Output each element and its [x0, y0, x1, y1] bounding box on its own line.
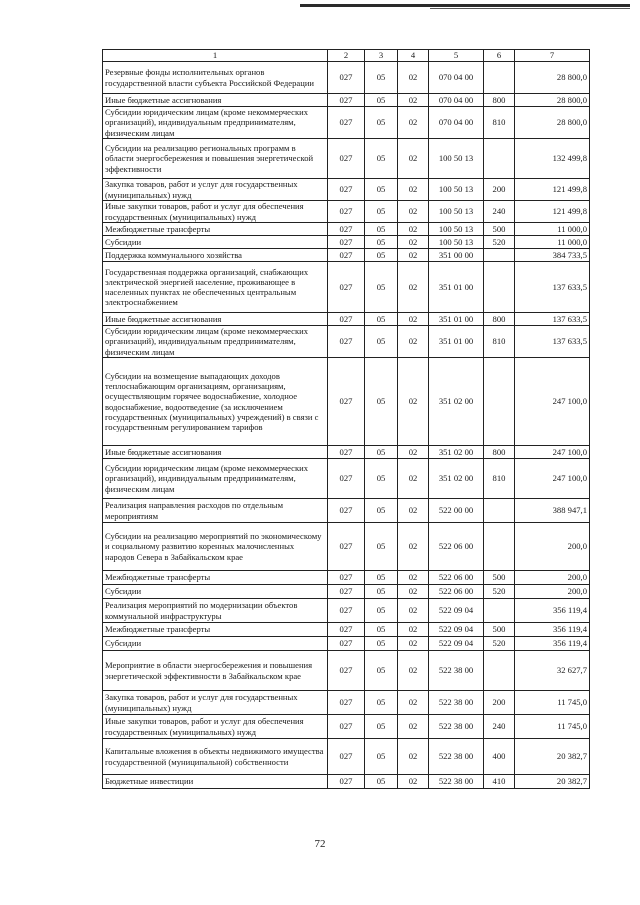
cell-subsection: 02: [398, 651, 429, 691]
cell-section: 05: [365, 326, 398, 358]
table-row: [103, 637, 590, 651]
cell-amount: 137 633,5: [515, 313, 590, 326]
cell-subsection: 02: [398, 585, 429, 599]
cell-type: 810: [484, 459, 515, 499]
cell-target: 522 38 00: [429, 691, 484, 715]
cell-type: 800: [484, 94, 515, 107]
cell-section: 05: [365, 499, 398, 523]
row-name: Резервные фонды исполнительных органов государственной власти субъекта Российской Федерации: [103, 62, 328, 94]
column-header: 2: [328, 50, 365, 62]
table-row: [103, 249, 590, 262]
row-name: Субсидии: [103, 585, 328, 599]
cell-type: 810: [484, 107, 515, 139]
header-row: [103, 50, 590, 62]
cell-section: 05: [365, 107, 398, 139]
cell-admin: 027: [328, 637, 365, 651]
column-header: 5: [429, 50, 484, 62]
cell-type: 810: [484, 326, 515, 358]
cell-amount: 11 745,0: [515, 715, 590, 739]
column-header: 1: [103, 50, 328, 62]
cell-section: 05: [365, 599, 398, 623]
cell-subsection: 02: [398, 201, 429, 223]
row-name: Мероприятие в области энергосбережения и повышения энергетической эффективности в Забайкальском крае: [103, 651, 328, 691]
cell-amount: 388 947,1: [515, 499, 590, 523]
cell-amount: 28 800,0: [515, 62, 590, 94]
cell-admin: 027: [328, 585, 365, 599]
cell-target: 522 38 00: [429, 651, 484, 691]
table-row: [103, 94, 590, 107]
cell-admin: 027: [328, 107, 365, 139]
cell-subsection: 02: [398, 715, 429, 739]
cell-section: 05: [365, 313, 398, 326]
row-name: Иные бюджетные ассигнования: [103, 94, 328, 107]
table-row: [103, 236, 590, 249]
row-name: Поддержка коммунального хозяйства: [103, 249, 328, 262]
row-name: Межбюджетные трансферты: [103, 571, 328, 585]
cell-type: 520: [484, 585, 515, 599]
cell-type: [484, 651, 515, 691]
cell-target: 351 02 00: [429, 358, 484, 446]
row-name: Субсидии юридическим лицам (кроме некоммерческих организаций), индивидуальным предпринимателям, физическим лицам: [103, 459, 328, 499]
cell-section: 05: [365, 651, 398, 691]
cell-type: 500: [484, 623, 515, 637]
cell-amount: 28 800,0: [515, 94, 590, 107]
cell-section: 05: [365, 691, 398, 715]
cell-admin: 027: [328, 599, 365, 623]
cell-target: 351 02 00: [429, 459, 484, 499]
row-name: Субсидии юридическим лицам (кроме некоммерческих организаций), индивидуальным предпринимателям, физическим лицам: [103, 107, 328, 139]
row-name: Субсидии юридическим лицам (кроме некоммерческих организаций), индивидуальным предпринимателям, физическим лицам: [103, 326, 328, 358]
table-row: [103, 651, 590, 691]
row-name: Межбюджетные трансферты: [103, 623, 328, 637]
cell-admin: 027: [328, 326, 365, 358]
cell-target: 070 04 00: [429, 94, 484, 107]
cell-type: 400: [484, 739, 515, 775]
cell-section: 05: [365, 139, 398, 179]
cell-target: 522 09 04: [429, 637, 484, 651]
cell-type: 240: [484, 715, 515, 739]
cell-amount: 28 800,0: [515, 107, 590, 139]
cell-amount: 137 633,5: [515, 326, 590, 358]
table-row: [103, 459, 590, 499]
cell-subsection: 02: [398, 313, 429, 326]
cell-target: 522 06 00: [429, 585, 484, 599]
cell-target: 522 38 00: [429, 715, 484, 739]
cell-subsection: 02: [398, 326, 429, 358]
cell-section: 05: [365, 739, 398, 775]
cell-subsection: 02: [398, 249, 429, 262]
cell-admin: 027: [328, 739, 365, 775]
cell-type: [484, 358, 515, 446]
cell-type: 410: [484, 775, 515, 789]
cell-type: 200: [484, 691, 515, 715]
table-row: [103, 523, 590, 571]
cell-type: 800: [484, 446, 515, 459]
cell-admin: 027: [328, 249, 365, 262]
cell-section: 05: [365, 459, 398, 499]
cell-subsection: 02: [398, 599, 429, 623]
cell-target: 100 50 13: [429, 223, 484, 236]
cell-subsection: 02: [398, 236, 429, 249]
cell-target: 100 50 13: [429, 201, 484, 223]
column-header: 6: [484, 50, 515, 62]
cell-admin: 027: [328, 651, 365, 691]
cell-admin: 027: [328, 223, 365, 236]
cell-type: [484, 262, 515, 313]
cell-target: 070 04 00: [429, 107, 484, 139]
cell-subsection: 02: [398, 775, 429, 789]
cell-type: 800: [484, 313, 515, 326]
table-row: [103, 739, 590, 775]
cell-section: 05: [365, 623, 398, 637]
cell-target: 100 50 13: [429, 236, 484, 249]
cell-section: 05: [365, 775, 398, 789]
cell-section: 05: [365, 571, 398, 585]
column-header: 4: [398, 50, 429, 62]
cell-amount: 11 745,0: [515, 691, 590, 715]
cell-admin: 027: [328, 358, 365, 446]
table-row: [103, 446, 590, 459]
cell-type: [484, 499, 515, 523]
cell-target: 351 02 00: [429, 446, 484, 459]
cell-amount: 11 000,0: [515, 223, 590, 236]
cell-subsection: 02: [398, 571, 429, 585]
cell-type: 500: [484, 571, 515, 585]
row-name: Реализация мероприятий по модернизации объектов коммунальной инфраструктуры: [103, 599, 328, 623]
cell-subsection: 02: [398, 691, 429, 715]
cell-amount: 356 119,4: [515, 599, 590, 623]
table-row: [103, 326, 590, 358]
cell-admin: 027: [328, 236, 365, 249]
cell-target: 351 01 00: [429, 326, 484, 358]
cell-target: 522 38 00: [429, 775, 484, 789]
cell-amount: 132 499,8: [515, 139, 590, 179]
cell-subsection: 02: [398, 739, 429, 775]
cell-admin: 027: [328, 571, 365, 585]
column-header: 3: [365, 50, 398, 62]
cell-type: [484, 62, 515, 94]
cell-type: [484, 523, 515, 571]
table-row: [103, 179, 590, 201]
cell-amount: 356 119,4: [515, 637, 590, 651]
cell-amount: 247 100,0: [515, 358, 590, 446]
cell-amount: 247 100,0: [515, 459, 590, 499]
cell-type: 240: [484, 201, 515, 223]
cell-type: 500: [484, 223, 515, 236]
table-row: [103, 62, 590, 94]
cell-admin: 027: [328, 623, 365, 637]
table-row: [103, 623, 590, 637]
cell-target: 522 06 00: [429, 571, 484, 585]
cell-target: 351 01 00: [429, 313, 484, 326]
row-name: Капитальные вложения в объекты недвижимого имущества государственной (муниципальной) собственности: [103, 739, 328, 775]
cell-amount: 384 733,5: [515, 249, 590, 262]
cell-section: 05: [365, 201, 398, 223]
cell-type: 200: [484, 179, 515, 201]
cell-subsection: 02: [398, 446, 429, 459]
header-rule-thin: [430, 8, 630, 9]
budget-table: [102, 49, 590, 789]
cell-admin: 027: [328, 446, 365, 459]
row-name: Закупка товаров, работ и услуг для государственных (муниципальных) нужд: [103, 179, 328, 201]
row-name: Субсидии: [103, 236, 328, 249]
table-row: [103, 599, 590, 623]
cell-type: [484, 599, 515, 623]
table-row: [103, 499, 590, 523]
cell-amount: 121 499,8: [515, 201, 590, 223]
cell-admin: 027: [328, 179, 365, 201]
table-row: [103, 691, 590, 715]
cell-admin: 027: [328, 62, 365, 94]
row-name: Иные бюджетные ассигнования: [103, 313, 328, 326]
cell-amount: 200,0: [515, 585, 590, 599]
cell-section: 05: [365, 236, 398, 249]
cell-target: 100 50 13: [429, 139, 484, 179]
cell-section: 05: [365, 358, 398, 446]
row-name: Иные закупки товаров, работ и услуг для обеспечения государственных (муниципальных) нужд: [103, 715, 328, 739]
page-number: 72: [314, 838, 326, 850]
cell-section: 05: [365, 262, 398, 313]
cell-amount: 20 382,7: [515, 739, 590, 775]
cell-amount: 200,0: [515, 523, 590, 571]
row-name: Иные закупки товаров, работ и услуг для обеспечения государственных (муниципальных) нужд: [103, 201, 328, 223]
cell-subsection: 02: [398, 139, 429, 179]
cell-subsection: 02: [398, 223, 429, 236]
cell-section: 05: [365, 523, 398, 571]
table-row: [103, 775, 590, 789]
row-name: Закупка товаров, работ и услуг для государственных (муниципальных) нужд: [103, 691, 328, 715]
row-name: Иные бюджетные ассигнования: [103, 446, 328, 459]
cell-admin: 027: [328, 691, 365, 715]
row-name: Субсидии на реализацию региональных программ в области энергосбережения и повышения энергетической эффективности: [103, 139, 328, 179]
table-row: [103, 107, 590, 139]
cell-section: 05: [365, 179, 398, 201]
table-row: [103, 139, 590, 179]
cell-type: [484, 249, 515, 262]
cell-target: 351 01 00: [429, 262, 484, 313]
cell-amount: 11 000,0: [515, 236, 590, 249]
row-name: Бюджетные инвестиции: [103, 775, 328, 789]
cell-subsection: 02: [398, 623, 429, 637]
cell-amount: 200,0: [515, 571, 590, 585]
table-row: [103, 313, 590, 326]
cell-subsection: 02: [398, 459, 429, 499]
cell-target: 522 38 00: [429, 739, 484, 775]
table-row: [103, 358, 590, 446]
cell-target: 351 00 00: [429, 249, 484, 262]
cell-target: 522 06 00: [429, 523, 484, 571]
cell-section: 05: [365, 223, 398, 236]
cell-subsection: 02: [398, 179, 429, 201]
cell-admin: 027: [328, 94, 365, 107]
cell-admin: 027: [328, 262, 365, 313]
cell-admin: 027: [328, 775, 365, 789]
row-name: Государственная поддержка организаций, снабжающих электрической энергией население, проживающее в населенных пунктах не обеспеченных центральным электроснабжением: [103, 262, 328, 313]
cell-admin: 027: [328, 523, 365, 571]
cell-type: [484, 139, 515, 179]
cell-section: 05: [365, 585, 398, 599]
cell-amount: 32 627,7: [515, 651, 590, 691]
row-name: Субсидии: [103, 637, 328, 651]
cell-subsection: 02: [398, 62, 429, 94]
cell-amount: 356 119,4: [515, 623, 590, 637]
cell-section: 05: [365, 94, 398, 107]
cell-subsection: 02: [398, 262, 429, 313]
cell-amount: 247 100,0: [515, 446, 590, 459]
cell-type: 520: [484, 236, 515, 249]
cell-section: 05: [365, 715, 398, 739]
column-header: 7: [515, 50, 590, 62]
cell-target: 522 09 04: [429, 623, 484, 637]
row-name: Субсидии на реализацию мероприятий по экономическому и социальному развитию коренных малочисленных народов Севера в Забайкальском крае: [103, 523, 328, 571]
header-rule: [300, 4, 630, 7]
row-name: Реализация направления расходов по отдельным мероприятиям: [103, 499, 328, 523]
table-row: [103, 262, 590, 313]
table-row: [103, 715, 590, 739]
cell-amount: 20 382,7: [515, 775, 590, 789]
cell-section: 05: [365, 637, 398, 651]
cell-admin: 027: [328, 715, 365, 739]
cell-subsection: 02: [398, 637, 429, 651]
cell-section: 05: [365, 62, 398, 94]
cell-admin: 027: [328, 499, 365, 523]
cell-target: 522 09 04: [429, 599, 484, 623]
cell-target: 100 50 13: [429, 179, 484, 201]
cell-subsection: 02: [398, 523, 429, 571]
table-row: [103, 571, 590, 585]
cell-target: 522 00 00: [429, 499, 484, 523]
cell-admin: 027: [328, 201, 365, 223]
table-row: [103, 201, 590, 223]
cell-subsection: 02: [398, 107, 429, 139]
cell-subsection: 02: [398, 358, 429, 446]
table-row: [103, 223, 590, 236]
cell-subsection: 02: [398, 499, 429, 523]
row-name: Межбюджетные трансферты: [103, 223, 328, 236]
cell-target: 070 04 00: [429, 62, 484, 94]
cell-amount: 121 499,8: [515, 179, 590, 201]
cell-amount: 137 633,5: [515, 262, 590, 313]
row-name: Субсидии на возмещение выпадающих доходов теплоснабжающим организациям, организациям, осуществляющим горячее водоснабжение, холодное водоснабжение, водоотведение (за исключением государственных (муниципальных) учреждений) в связи с государственным регулированием тарифов: [103, 358, 328, 446]
cell-admin: 027: [328, 459, 365, 499]
cell-section: 05: [365, 249, 398, 262]
cell-subsection: 02: [398, 94, 429, 107]
cell-admin: 027: [328, 139, 365, 179]
cell-admin: 027: [328, 313, 365, 326]
table-row: [103, 585, 590, 599]
cell-type: 520: [484, 637, 515, 651]
cell-section: 05: [365, 446, 398, 459]
